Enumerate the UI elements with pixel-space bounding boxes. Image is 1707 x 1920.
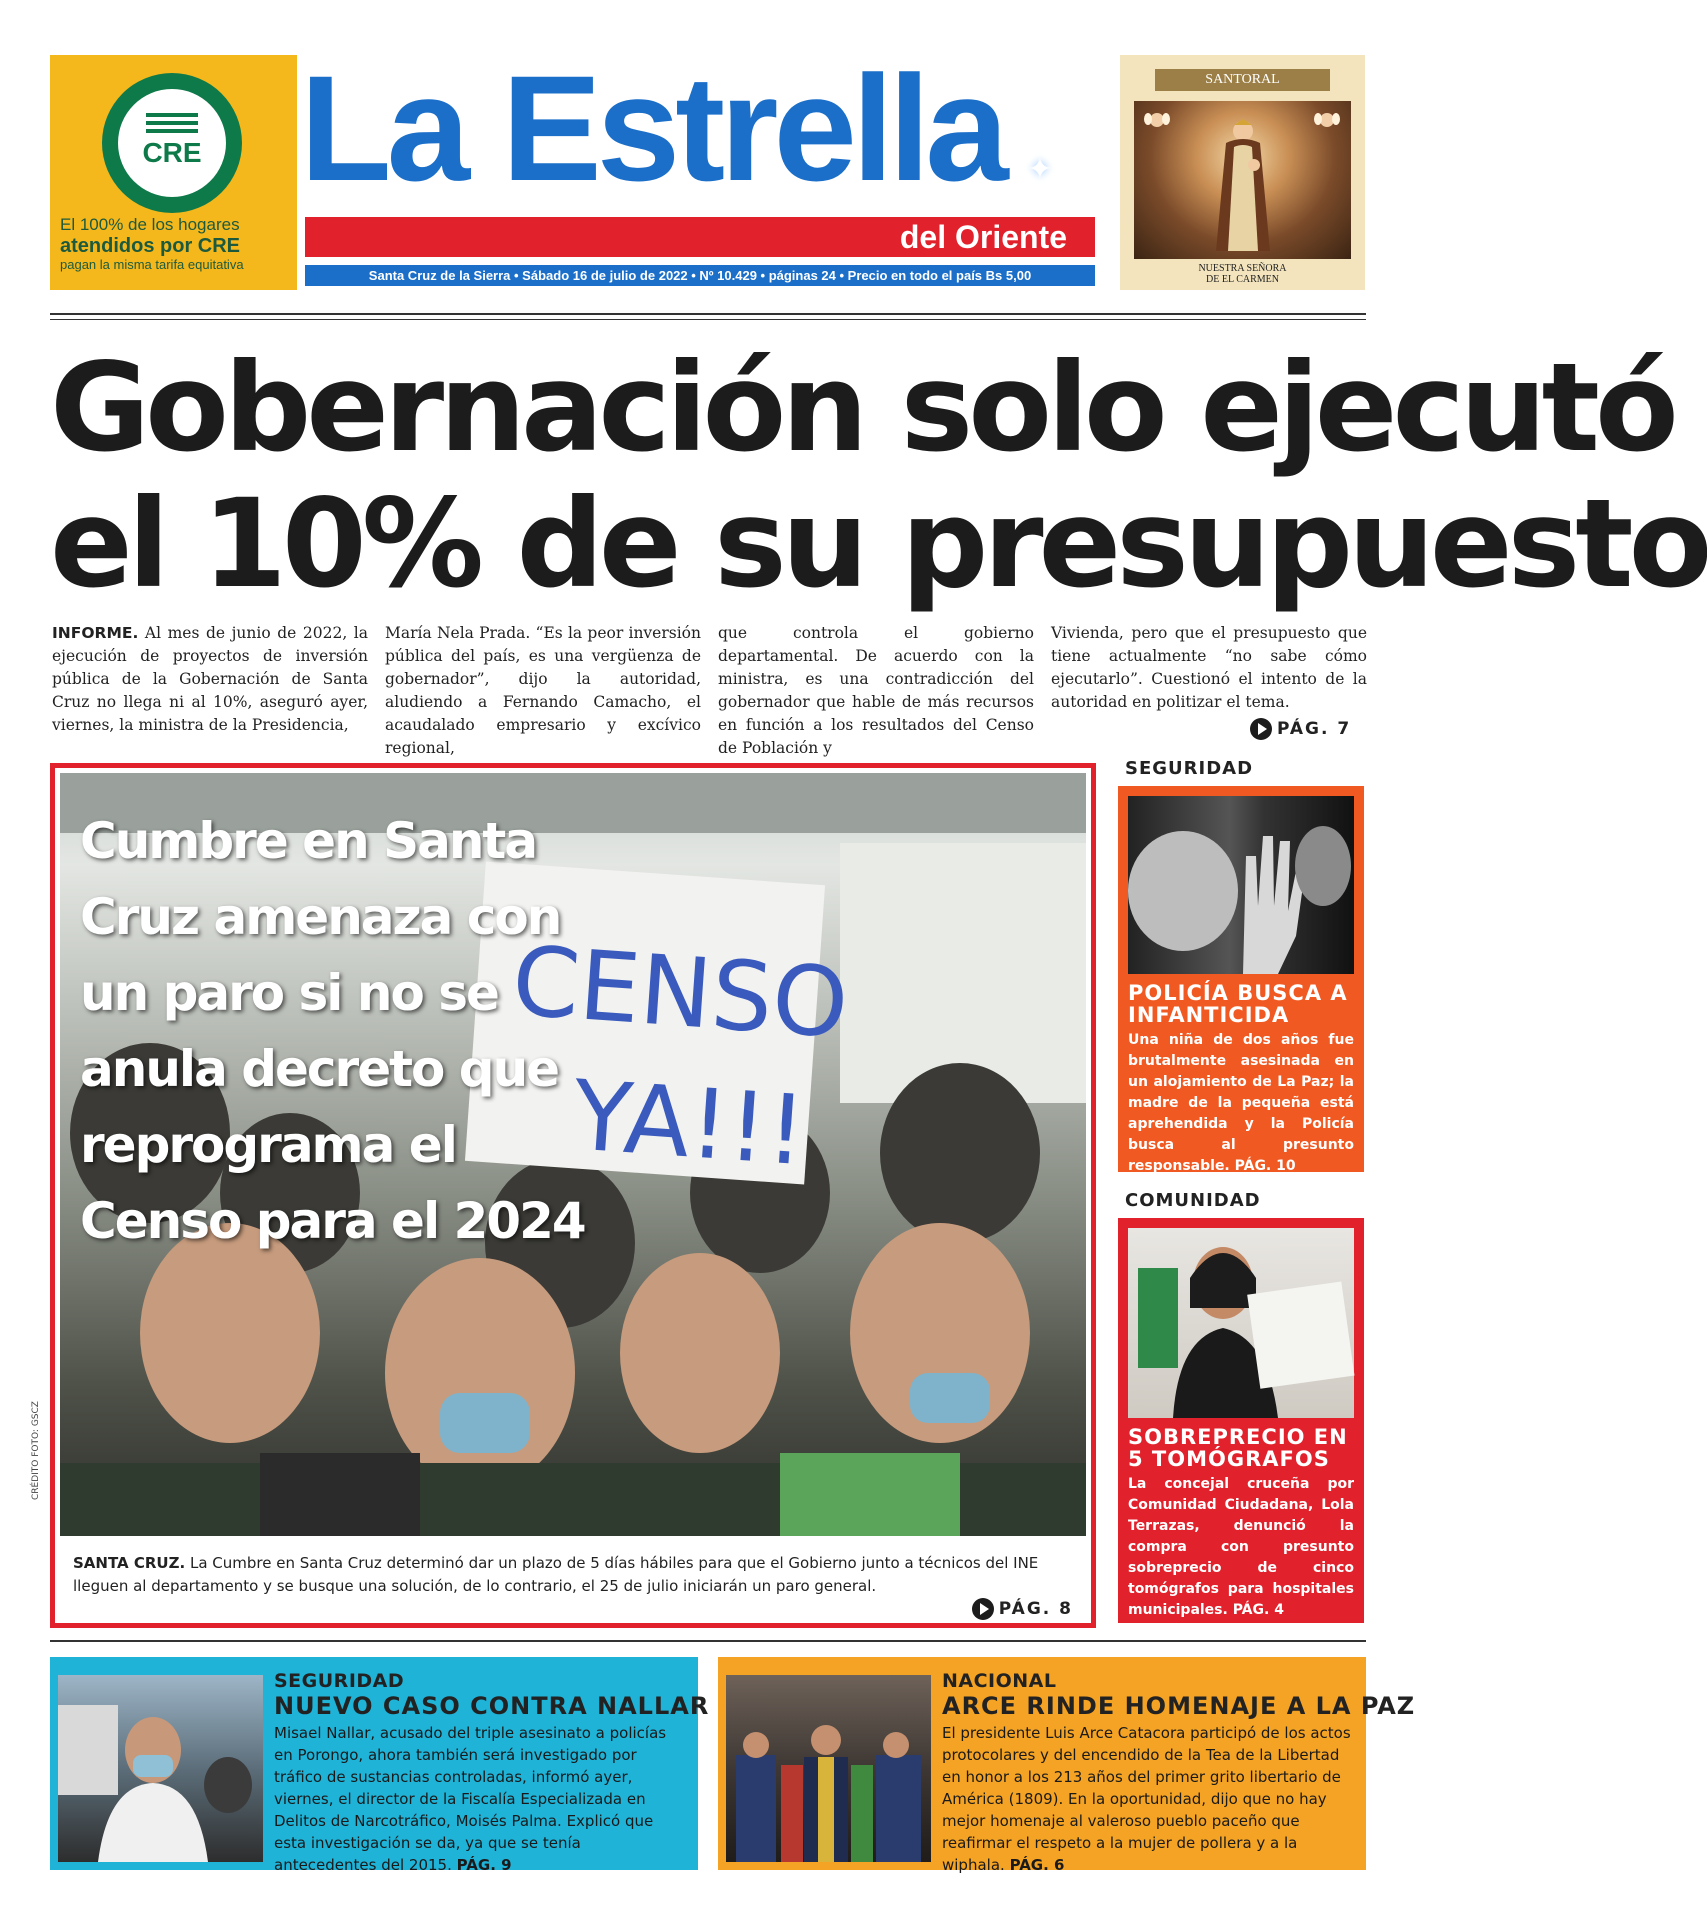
sidebar-text-infanticida: Una niña de dos años fue brutalmente asesinada en un alojamiento de La Paz; la madre de la pequeña está aprehendida y la Policía busca al presunto responsable. PÁG. 10 bbox=[1128, 1032, 1354, 1174]
feature-page-link[interactable] bbox=[972, 1598, 1073, 1620]
cre-tagline-line2: atendidos por CRE bbox=[60, 234, 241, 257]
santoral-box bbox=[1120, 55, 1365, 290]
sidebar-photo-hands bbox=[1128, 796, 1354, 974]
section-label-seguridad: SEGURIDAD bbox=[1125, 758, 1254, 779]
bottom-text-arce bbox=[942, 1722, 1354, 1876]
edition-info: Santa Cruz de la Sierra • Sábado 16 de julio de 2022 • Nº 10.429 • páginas 24 • Precio en todo el país Bs 5,00 bbox=[305, 265, 1095, 286]
section-label-comunidad: COMUNIDAD bbox=[1125, 1190, 1261, 1211]
main-headline-line1: Gobernación solo ejecutó bbox=[50, 337, 1674, 479]
play-icon bbox=[972, 1598, 994, 1620]
bottom-title-arce: ARCE RINDE HOMENAJE A LA PAZ bbox=[942, 1692, 1416, 1720]
cre-logo-inner bbox=[118, 89, 226, 197]
play-icon bbox=[1250, 718, 1272, 740]
sidebar-story-tomografos[interactable] bbox=[1118, 1218, 1364, 1623]
bottom-label-seguridad: SEGURIDAD bbox=[274, 1670, 405, 1692]
newspaper-subtitle: del Oriente bbox=[899, 219, 1067, 255]
bottom-text-nallar bbox=[274, 1722, 686, 1876]
sidebar-text-tomografos: La concejal cruceña por Comunidad Ciudadana, Lola Terrazas, denunció la compra con presunto sobreprecio de cinco tomógrafos para hospitales municipales. PÁG. 4 bbox=[1128, 1476, 1354, 1618]
cre-tagline bbox=[60, 215, 290, 272]
sign-text-line2: YA!!! bbox=[569, 1059, 810, 1188]
cre-tagline-line1: El 100% de los hogares bbox=[60, 215, 240, 234]
divider bbox=[50, 319, 1366, 320]
star-icon: ✦ bbox=[1027, 152, 1053, 187]
santoral-caption-line1: NUESTRA SEÑORA bbox=[1198, 263, 1287, 274]
santoral-image bbox=[1134, 101, 1351, 259]
lead-column-1 bbox=[52, 622, 368, 737]
main-headline-line2: el 10% de su presupuesto bbox=[50, 473, 1707, 615]
feature-caption bbox=[73, 1552, 1073, 1598]
santoral-title: SANTORAL bbox=[1155, 69, 1330, 91]
bottom-page-arce[interactable]: PÁG. 6 bbox=[1009, 1856, 1065, 1874]
divider bbox=[50, 313, 1366, 315]
santoral-caption bbox=[1120, 263, 1365, 285]
lead-kicker: INFORME. bbox=[52, 624, 139, 642]
ceremony-illustration bbox=[726, 1675, 931, 1862]
cre-logo-stripe bbox=[146, 129, 198, 133]
cre-logo-stripe bbox=[146, 121, 198, 125]
feature-page-label: PÁG. 8 bbox=[998, 1599, 1073, 1619]
lead-column-2: María Nela Prada. “Es la peor inversión pública del país, es una vergüenza de gobernador”, dijo la autoridad, aludiendo a Fernando Camacho, el acaudalado empresario y excívico regional, bbox=[385, 624, 701, 757]
santoral-caption-line2: DE EL CARMEN bbox=[1206, 274, 1279, 285]
lead-column-4: Vivienda, pero que el presupuesto que tiene actualmente “no sabe cómo ejecutarlo”. Cuestionó el intento de la autoridad en politizar el tema. bbox=[1051, 624, 1367, 711]
lead-page-link[interactable] bbox=[1250, 718, 1351, 740]
cherub-icon bbox=[1144, 109, 1170, 131]
hands-illustration bbox=[1128, 796, 1354, 974]
feature-headline: Cumbre en Santa Cruz amenaza con un paro si no se anula decreto que reprograma el Censo para el 2024 bbox=[80, 812, 585, 1250]
sidebar-photo-concejal bbox=[1128, 1228, 1354, 1418]
cre-logo-text: CRE bbox=[142, 137, 202, 168]
arrest-illustration bbox=[58, 1675, 263, 1862]
lead-page-label: PÁG. 7 bbox=[1277, 719, 1352, 739]
sidebar-title-infanticida: POLICÍA BUSCA A INFANTICIDA bbox=[1128, 981, 1348, 1027]
bottom-title-nallar: NUEVO CASO CONTRA NALLAR bbox=[274, 1692, 710, 1720]
bottom-story-nallar[interactable] bbox=[50, 1657, 710, 1874]
feature-photo bbox=[60, 773, 1086, 1536]
feature-caption-text: La Cumbre en Santa Cruz determinó dar un plazo de 5 días hábiles para que el Gobierno junto a técnicos del INE lleguen al departamento y se busque una solución, de lo contrario, el 25 de julio iniciarán un paro general. bbox=[73, 1554, 1039, 1595]
bottom-story-arce[interactable] bbox=[718, 1657, 1416, 1874]
bottom-photo-arce bbox=[726, 1675, 931, 1862]
main-headline[interactable] bbox=[50, 337, 1707, 615]
feature-caption-kicker: SANTA CRUZ. bbox=[73, 1554, 186, 1572]
cherub-icon bbox=[1314, 109, 1340, 131]
sign-text-line1: CENSO bbox=[508, 924, 852, 1060]
bottom-page-nallar[interactable]: PÁG. 9 bbox=[456, 1856, 512, 1874]
sidebar-title-tomografos: SOBREPRECIO EN 5 TOMÓGRAFOS bbox=[1128, 1425, 1348, 1471]
feature-story[interactable] bbox=[50, 763, 1096, 1628]
lead-column-1-text: Al mes de junio de 2022, la ejecución de proyectos de inversión pública de la Gobernación de Santa Cruz no llega ni al 10%, aseguró ayer, viernes, la ministra de la Presidencia, bbox=[52, 624, 368, 734]
cre-advertisement[interactable] bbox=[50, 55, 297, 290]
photo-credit: CRÉDITO FOTO: GSCZ bbox=[31, 1401, 41, 1500]
cre-logo-stripe bbox=[146, 113, 198, 117]
bottom-photo-nallar bbox=[58, 1675, 263, 1862]
bottom-text-arce-body: El presidente Luis Arce Catacora participó de los actos protocolares y del encendido de la Tea de la Libertad en honor a los 213 años del primer grito libertario de América (1809). En la oportunidad, dijo que no hay mejor homenaje al valeroso pueblo paceño que reafirmar el respeto a la mujer de pollera y a la wiphala. bbox=[942, 1724, 1351, 1874]
newspaper-name: La Estrella bbox=[300, 44, 1004, 212]
bottom-text-nallar-body: Misael Nallar, acusado del triple asesinato a policías en Porongo, ahora también será investigado por tráfico de sustancias controladas, informó ayer, viernes, el director de la Fiscalía Especializada en Delitos de Narcotráfico, Moisés Palma. Explicó que esta investigación se da, ya que se tenía antecedentes del 2015. bbox=[274, 1724, 667, 1874]
bottom-label-nacional: NACIONAL bbox=[942, 1670, 1057, 1692]
virgin-icon bbox=[1212, 113, 1274, 253]
lead-column-3: que controla el gobierno departamental. De acuerdo con la ministra, es una contradicción del gobernador que hable de más recursos en función a los resultados del Censo de Población y bbox=[718, 624, 1034, 757]
subtitle-bar bbox=[305, 217, 1095, 257]
divider bbox=[50, 1640, 1366, 1642]
concejal-illustration bbox=[1128, 1228, 1354, 1418]
cre-tagline-line3: pagan la misma tarifa equitativa bbox=[60, 256, 244, 272]
sidebar-story-infanticida[interactable] bbox=[1118, 786, 1364, 1172]
cre-logo bbox=[102, 73, 242, 213]
